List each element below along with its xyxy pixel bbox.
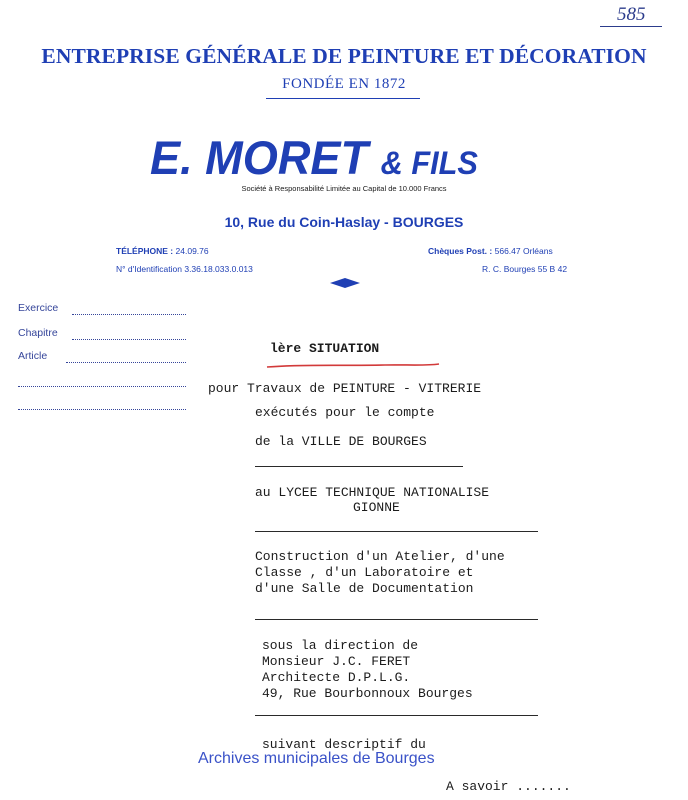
field-blank-line-2: [18, 409, 186, 410]
founded-line: FONDÉE EN 1872: [282, 76, 406, 92]
site-line-1: au LYCEE TECHNIQUE NATIONALISE: [255, 485, 490, 500]
telephone-label: TÉLÉPHONE :: [116, 246, 174, 256]
field-exercice-line: [72, 314, 186, 315]
telephone-line: [116, 246, 209, 256]
descriptive-line: suivant descriptif du: [262, 737, 426, 752]
direction-line-3: Architecte D.P.L.G.: [262, 670, 411, 685]
list-intro-line: A savoir .......: [446, 779, 571, 794]
cheques-number: 566.47 Orléans: [494, 246, 553, 256]
letterhead-title: ENTREPRISE GÉNÉRALE DE PEINTURE ET DÉCORATION: [41, 44, 647, 68]
work-type-line: pour Travaux de PEINTURE - VITRERIE: [208, 381, 482, 396]
client-line: de la VILLE DE BOURGES: [255, 434, 427, 449]
field-exercice: Exercice: [18, 302, 59, 314]
field-article-line: [66, 362, 186, 363]
field-chapitre: Chapitre: [18, 327, 58, 339]
direction-line-4: 49, Rue Bourbonnoux Bourges: [262, 686, 473, 701]
red-underline-mark: [265, 361, 441, 371]
work-line-1: Construction d'un Atelier, d'une: [255, 549, 505, 564]
field-article: Article: [18, 350, 48, 362]
reference-number: 585: [617, 4, 646, 25]
separator-2: [255, 531, 538, 532]
field-blank-line-1: [18, 386, 186, 387]
separator-3: [255, 619, 538, 620]
archive-watermark: Archives municipales de Bourges: [198, 750, 435, 767]
telephone-number: 24.09.76: [175, 246, 209, 256]
account-line: exécutés pour le compte: [255, 405, 435, 420]
cheques-label: Chèques Post. :: [428, 246, 493, 256]
direction-line-1: sous la direction de: [262, 638, 419, 653]
separator-4: [255, 715, 538, 716]
work-line-3: d'une Salle de Documentation: [255, 581, 474, 596]
separator-1: [255, 466, 463, 467]
founded-underline: [266, 98, 420, 99]
rc-number: R. C. Bourges 55 B 42: [482, 264, 568, 274]
situation-heading: lère SITUATION: [270, 341, 380, 356]
field-chapitre-line: [72, 339, 186, 340]
legal-status: Société à Responsabilité Limitée au Capital de 10.000 Francs: [241, 184, 447, 193]
company-name: [150, 130, 478, 185]
company-address: 10, Rue du Coin-Haslay - BOURGES: [224, 214, 464, 230]
direction-line-2: Monsieur J.C. FERET: [262, 654, 411, 669]
company-name-suffix: & FILS: [380, 145, 478, 181]
identification-number: N° d'Identification 3.36.18.033.0.013: [116, 264, 253, 274]
work-line-2: Classe , d'un Laboratoire et: [255, 565, 474, 580]
company-name-main: E. MORET: [150, 131, 369, 184]
diamond-ornament-icon: [330, 277, 360, 289]
reference-underline: [600, 26, 662, 27]
cheques-line: [428, 246, 553, 256]
site-line-2: GIONNE: [353, 500, 400, 515]
